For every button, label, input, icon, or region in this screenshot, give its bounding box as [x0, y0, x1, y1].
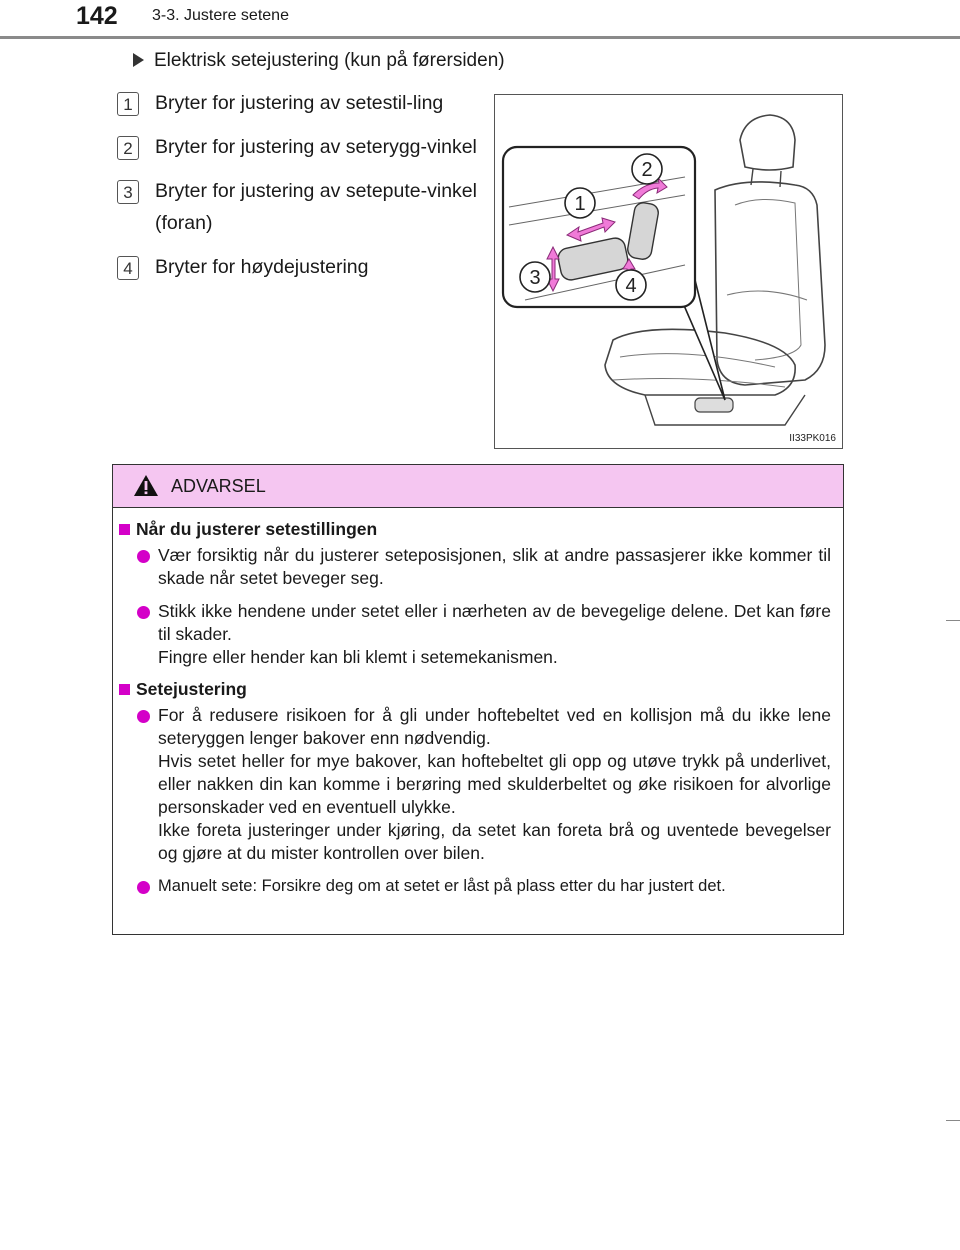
callout-label: 2: [641, 159, 653, 181]
subhead-text: Elektrisk setejustering (kun på førersiden): [154, 50, 505, 71]
item-number: 3: [117, 180, 139, 204]
subhead: [133, 50, 505, 72]
round-bullet-icon: [137, 710, 150, 723]
bullet-paragraph: Manuelt sete: Forsikre deg om at setet er låst på plass etter du har justert det.: [158, 877, 726, 895]
margin-tick: [946, 620, 960, 621]
warning-section-heading: [119, 519, 831, 540]
callout-label: 4: [625, 275, 637, 297]
item-text: Bryter for justering av seterygg-vinkel: [155, 136, 477, 158]
header-rule: [0, 36, 960, 39]
bullet-paragraph: Vær forsiktig når du justerer seteposisjonen, slik at andre passasjerer ikke kommer til skade når setet beveger seg.: [158, 545, 831, 588]
item-number: 1: [117, 92, 139, 116]
square-bullet-icon: [119, 524, 130, 535]
list-item: [117, 87, 477, 119]
side-switch: [695, 398, 733, 412]
warning-box: [112, 464, 844, 935]
section-title: 3-3. Justere setene: [152, 7, 289, 24]
item-number: 2: [117, 136, 139, 160]
item-number: 4: [117, 256, 139, 280]
warning-bullet: [137, 600, 831, 669]
seatback-seam: [727, 291, 807, 300]
item-text: Bryter for høydejustering: [155, 256, 369, 278]
bullet-paragraph: For å redusere risikoen for å gli under hoftebeltet ved en kollisjon må du ikke lene seteryggen lenger bakover enn nødvendig.: [158, 705, 831, 748]
warning-section-heading: [119, 679, 831, 700]
bullet-paragraph: Hvis setet heller for mye bakover, kan hoftebeltet gli opp og utøve trykk på underlivet, eller nakken din kan komme i berøring med skulderbeltet og øke risikoen for alvorlige personskader ved en eventuell ulykke.: [158, 751, 831, 817]
bullet-text: [158, 704, 831, 865]
headrest-post: [780, 171, 781, 187]
bullet-paragraph: Ikke foreta justeringer under kjøring, da setet kan foreta brå og uventede bevegelser og gjøre at du mister kontrollen over bilen.: [158, 820, 831, 863]
list-item: [117, 251, 477, 283]
warning-bullet: [137, 875, 831, 898]
figure-code: II33PK016: [789, 433, 836, 444]
bullet-text: [158, 600, 831, 669]
triangle-bullet-icon: [133, 53, 144, 67]
warning-body: [113, 508, 843, 898]
warning-bullet: [137, 704, 831, 865]
warning-section-title: Når du justerer setestillingen: [136, 519, 378, 539]
round-bullet-icon: [137, 881, 150, 894]
warning-bullet: [137, 544, 831, 590]
cushion-seam: [620, 354, 775, 367]
headrest-shape: [740, 115, 795, 170]
seat-drawing: [495, 95, 842, 448]
seat-illustration: [494, 94, 843, 449]
bullet-text: [158, 544, 831, 590]
warning-triangle-icon: [133, 474, 159, 497]
warning-title: ADVARSEL: [171, 476, 266, 496]
bullet-paragraph: Stikk ikke hendene under setet eller i nærheten av de bevegelige delene. Det kan føre til skader.: [158, 601, 831, 644]
callout-label: 3: [529, 267, 541, 289]
bullet-paragraph: Fingre eller hender kan bli klemt i setemekanismen.: [158, 647, 558, 667]
page-number: 142: [76, 2, 118, 30]
warning-header: [113, 465, 843, 508]
item-text: Bryter for justering av setestil-ling: [155, 92, 444, 114]
seatback-shape: [715, 182, 825, 385]
margin-tick: [946, 1120, 960, 1121]
item-text: Bryter for justering av setepute-vinkel (foran): [155, 180, 477, 234]
cushion-seam: [613, 379, 785, 387]
square-bullet-icon: [119, 684, 130, 695]
bullet-text: [158, 875, 831, 898]
seatback-seam: [735, 199, 801, 360]
round-bullet-icon: [137, 606, 150, 619]
list-item: [117, 131, 477, 163]
warning-section-title: Setejustering: [136, 679, 247, 699]
list-item: [117, 175, 477, 239]
round-bullet-icon: [137, 550, 150, 563]
callout-label: 1: [574, 193, 586, 215]
item-list: [117, 87, 477, 295]
